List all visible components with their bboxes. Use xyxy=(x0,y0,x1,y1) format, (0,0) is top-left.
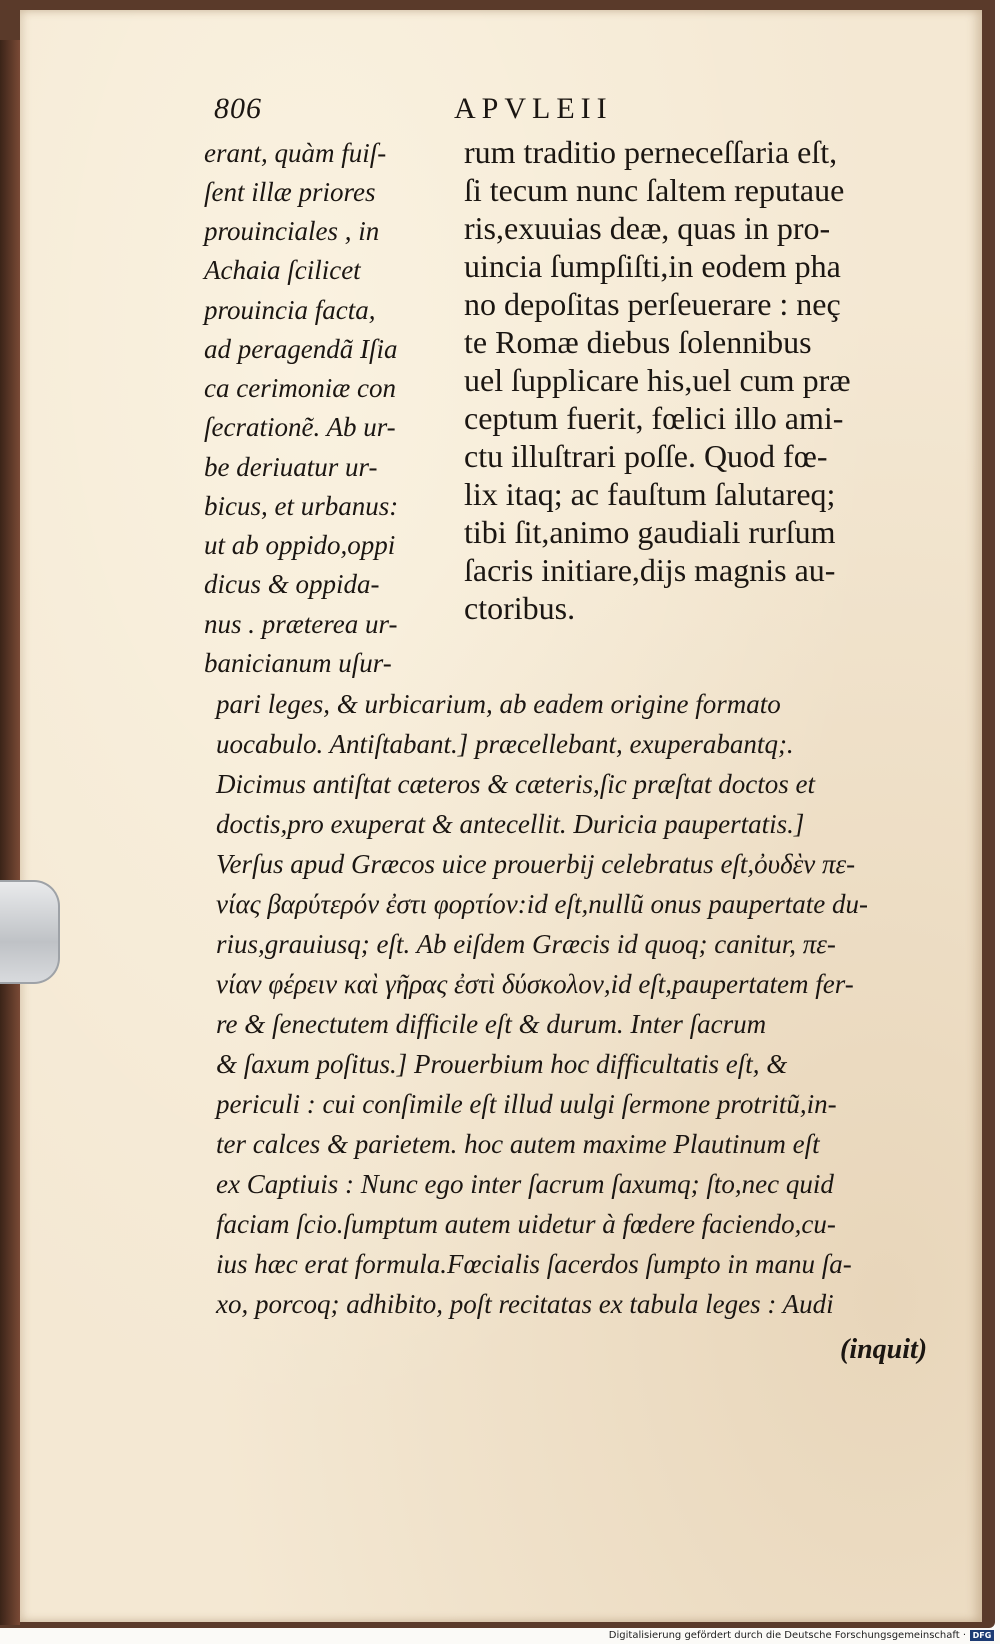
page-clip xyxy=(0,880,60,984)
main-line: ſacris initiare,dijs magnis au- xyxy=(464,552,836,588)
left-line: bicus, et urbanus: xyxy=(204,491,399,521)
commentary-line: ex Captiuis : Nunc ego inter ſacrum ſaxumq; ſto,nec quid xyxy=(216,1169,834,1199)
left-line: nus . præterea ur- xyxy=(204,609,398,639)
commentary-line: νίαν φέρειν καὶ γῆρας ἐστὶ δύσκολον,id eſt,paupertatem fer- xyxy=(216,969,854,999)
main-line: tibi ſit,animo gaudiali rurſum xyxy=(464,514,836,550)
commentary-line: pari leges, & urbicarium, ab eadem origine formato xyxy=(216,689,781,719)
main-line: te Romæ diebus ſolennibus xyxy=(464,324,812,360)
catchword: (inquit) xyxy=(840,1334,928,1365)
commentary-line: uocabulo. Antiſtabant.] præcellebant, exuperabantq;. xyxy=(216,729,794,759)
main-line: lix itaq; ac fauſtum ſalutareq; xyxy=(464,476,836,512)
left-line: prouincia facta, xyxy=(204,295,376,325)
left-line: ſent illæ priores xyxy=(204,177,376,207)
left-line: ſecrationẽ. Ab ur- xyxy=(204,412,396,442)
commentary-line: xo, porcoq; adhibito, poſt recitatas ex tabula leges : Audi xyxy=(216,1289,834,1319)
left-line: prouinciales , in xyxy=(204,216,380,246)
left-line: dicus & oppida- xyxy=(204,569,380,599)
main-line: rum traditio perneceſſaria eſt, xyxy=(464,134,838,170)
book-spine xyxy=(0,40,20,1625)
left-line: banicianum uſur- xyxy=(204,648,392,678)
commentary-line: Dicimus antiſtat cæteros & cæteris,ſic præſtat doctos et xyxy=(216,769,815,799)
left-line: erant, quàm fuiſ- xyxy=(204,138,387,168)
digitization-footer xyxy=(570,1627,1000,1644)
commentary-line: faciam ſcio.ſumptum autem uidetur à fœdere faciendo,cu- xyxy=(216,1209,836,1239)
commentary-line: periculi : cui conſimile eſt illud uulgi ſermone protritũ,in- xyxy=(216,1089,837,1119)
left-line: be deriuatur ur- xyxy=(204,452,378,482)
main-line: ctu illuſtrari poſſe. Quod fœ- xyxy=(464,438,828,474)
main-line: ceptum fuerit, fœlici illo ami- xyxy=(464,400,844,436)
main-line: ctoribus. xyxy=(464,590,576,626)
left-line: Achaia ſcilicet xyxy=(204,255,361,285)
page-number: 806 xyxy=(214,92,262,125)
page-header xyxy=(0,92,1000,136)
commentary-line: re & ſenectutem difficile eſt & durum. Inter ſacrum xyxy=(216,1009,767,1039)
main-line: ris,exuuias deæ, quas in pro- xyxy=(464,210,831,246)
main-line: uincia ſumpſiſti,in eodem pha xyxy=(464,248,841,284)
commentary-line: νίας βαρύτερόν ἐστι φορτίον:id eſt,nullũ onus paupertate du- xyxy=(216,889,868,919)
running-head: APVLEII xyxy=(454,92,613,125)
commentary-line: ius hæc erat formula.Fœcialis ſacerdos ſumpto in manu ſa- xyxy=(216,1249,852,1279)
commentary-line: Verſus apud Græcos uice prouerbij celebratus eſt,ὀυδὲν πε- xyxy=(216,849,856,879)
commentary-line: rius,grauiusq; eſt. Ab eiſdem Græcis id quoq; canitur, πε- xyxy=(216,929,836,959)
commentary-line: doctis,pro exuperat & antecellit. Duricia paupertatis.] xyxy=(216,809,805,839)
commentary-line: ter calces & parietem. hoc autem maxime Plautinum eſt xyxy=(216,1129,820,1159)
dfg-logo-icon: DFG xyxy=(970,1630,994,1641)
main-line: uel ſupplicare his,uel cum præ xyxy=(464,362,851,398)
main-line: ſi tecum nunc ſaltem reputaue xyxy=(464,172,845,208)
footer-credit: Digitalisierung gefördert durch die Deutsche Forschungsgemeinschaft · xyxy=(608,1630,966,1641)
commentary-line: & ſaxum poſitus.] Prouerbium hoc difficultatis eſt, & xyxy=(216,1049,788,1079)
main-line: no depoſitas perſeuerare : neç xyxy=(464,286,841,322)
left-line: ca cerimoniæ con xyxy=(204,373,396,403)
left-line: ad peragendã Iſia xyxy=(204,334,398,364)
left-line: ut ab oppido,oppi xyxy=(204,530,396,560)
